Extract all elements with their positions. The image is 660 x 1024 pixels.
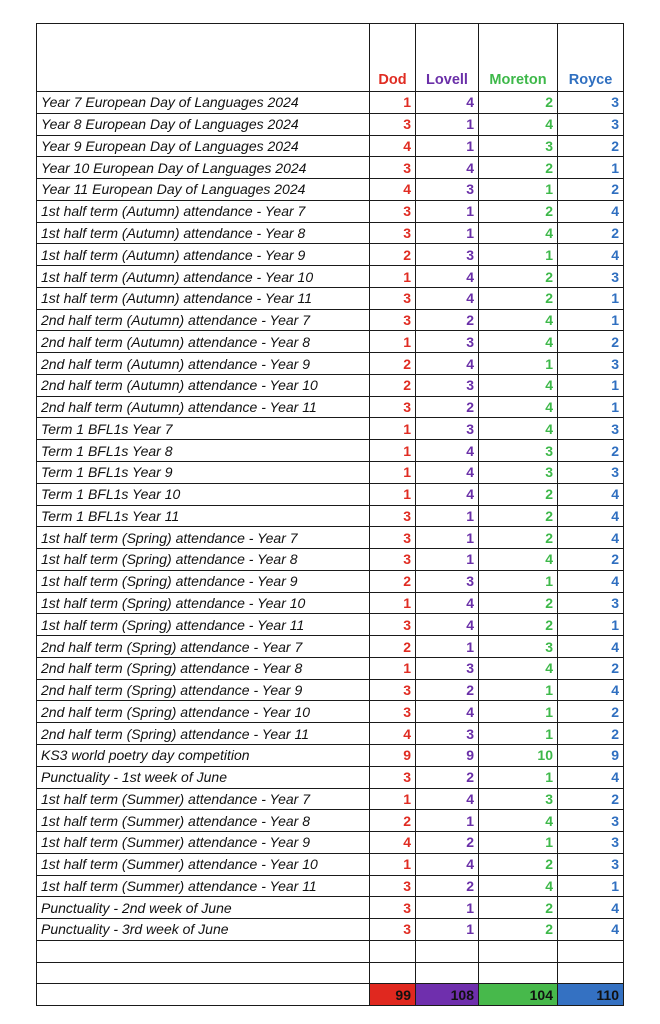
score-moreton: 1 [479, 570, 558, 592]
score-royce: 4 [558, 505, 624, 527]
score-royce: 4 [558, 483, 624, 505]
table-row [37, 592, 624, 614]
empty-cell [416, 940, 479, 962]
empty-cell [416, 962, 479, 984]
score-lovell: 4 [416, 853, 479, 875]
event-label: 2nd half term (Spring) attendance - Year 8 [37, 657, 370, 679]
score-lovell: 4 [416, 614, 479, 636]
score-royce: 4 [558, 244, 624, 266]
score-lovell: 2 [416, 679, 479, 701]
table-row [37, 396, 624, 418]
event-label: 1st half term (Summer) attendance - Year 7 [37, 788, 370, 810]
event-label: 1st half term (Autumn) attendance - Year 9 [37, 244, 370, 266]
empty-cell [370, 962, 416, 984]
score-dod: 2 [370, 636, 416, 658]
score-dod: 1 [370, 788, 416, 810]
score-lovell: 3 [416, 657, 479, 679]
table-row [37, 853, 624, 875]
event-label: 1st half term (Spring) attendance - Year 11 [37, 614, 370, 636]
score-dod: 1 [370, 266, 416, 288]
score-lovell: 2 [416, 766, 479, 788]
score-dod: 1 [370, 592, 416, 614]
score-dod: 4 [370, 179, 416, 201]
score-royce: 2 [558, 549, 624, 571]
score-lovell: 4 [416, 157, 479, 179]
total-royce: 110 [558, 984, 624, 1006]
event-label: 2nd half term (Spring) attendance - Year 11 [37, 723, 370, 745]
score-moreton: 4 [479, 549, 558, 571]
table-row [37, 614, 624, 636]
score-royce: 3 [558, 592, 624, 614]
table-row [37, 462, 624, 484]
event-label: Year 11 European Day of Languages 2024 [37, 179, 370, 201]
score-royce: 1 [558, 309, 624, 331]
score-royce: 2 [558, 657, 624, 679]
score-dod: 3 [370, 200, 416, 222]
table-row [37, 374, 624, 396]
score-lovell: 4 [416, 353, 479, 375]
score-moreton: 2 [479, 92, 558, 114]
table-row [37, 810, 624, 832]
event-label: Year 9 European Day of Languages 2024 [37, 135, 370, 157]
event-label: 2nd half term (Spring) attendance - Year 7 [37, 636, 370, 658]
score-lovell: 2 [416, 875, 479, 897]
house-header-moreton: Moreton [479, 24, 558, 92]
empty-cell [370, 940, 416, 962]
table-row [37, 636, 624, 658]
house-header-dod: Dod [370, 24, 416, 92]
score-lovell: 3 [416, 374, 479, 396]
score-royce: 3 [558, 113, 624, 135]
score-dod: 2 [370, 570, 416, 592]
score-dod: 1 [370, 462, 416, 484]
score-moreton: 4 [479, 418, 558, 440]
event-label: Term 1 BFL1s Year 7 [37, 418, 370, 440]
event-label: 1st half term (Summer) attendance - Year 10 [37, 853, 370, 875]
event-label: 2nd half term (Spring) attendance - Year 10 [37, 701, 370, 723]
table-row [37, 505, 624, 527]
event-label: 1st half term (Spring) attendance - Year 10 [37, 592, 370, 614]
header-blank-cell [37, 24, 370, 92]
score-lovell: 1 [416, 505, 479, 527]
table-row [37, 570, 624, 592]
score-moreton: 3 [479, 788, 558, 810]
score-moreton: 2 [479, 157, 558, 179]
score-royce: 2 [558, 788, 624, 810]
event-label: Term 1 BFL1s Year 11 [37, 505, 370, 527]
score-royce: 2 [558, 440, 624, 462]
table-row [37, 919, 624, 941]
event-label: KS3 world poetry day competition [37, 744, 370, 766]
score-dod: 3 [370, 309, 416, 331]
score-dod: 1 [370, 418, 416, 440]
score-lovell: 9 [416, 744, 479, 766]
score-lovell: 1 [416, 200, 479, 222]
score-royce: 3 [558, 810, 624, 832]
event-label: 2nd half term (Autumn) attendance - Year 11 [37, 396, 370, 418]
table-row [37, 701, 624, 723]
score-lovell: 2 [416, 832, 479, 854]
score-dod: 2 [370, 374, 416, 396]
event-label: 2nd half term (Autumn) attendance - Year 7 [37, 309, 370, 331]
score-moreton: 1 [479, 679, 558, 701]
score-lovell: 4 [416, 287, 479, 309]
score-dod: 4 [370, 832, 416, 854]
totals-label-cell [37, 984, 370, 1006]
score-dod: 2 [370, 810, 416, 832]
score-dod: 3 [370, 396, 416, 418]
total-lovell: 108 [416, 984, 479, 1006]
table-row [37, 353, 624, 375]
score-moreton: 2 [479, 853, 558, 875]
table-row [37, 897, 624, 919]
score-moreton: 1 [479, 179, 558, 201]
score-moreton: 4 [479, 875, 558, 897]
table-body [37, 92, 624, 1006]
event-label: 1st half term (Autumn) attendance - Year 11 [37, 287, 370, 309]
score-moreton: 2 [479, 505, 558, 527]
score-moreton: 4 [479, 374, 558, 396]
score-lovell: 4 [416, 440, 479, 462]
score-moreton: 3 [479, 636, 558, 658]
empty-cell [558, 962, 624, 984]
score-moreton: 2 [479, 919, 558, 941]
score-dod: 3 [370, 614, 416, 636]
event-label: Term 1 BFL1s Year 9 [37, 462, 370, 484]
table-row [37, 331, 624, 353]
score-moreton: 3 [479, 135, 558, 157]
score-royce: 1 [558, 396, 624, 418]
score-lovell: 3 [416, 244, 479, 266]
empty-cell [558, 940, 624, 962]
score-moreton: 4 [479, 331, 558, 353]
house-header-lovell: Lovell [416, 24, 479, 92]
score-lovell: 3 [416, 570, 479, 592]
score-royce: 4 [558, 897, 624, 919]
score-dod: 3 [370, 766, 416, 788]
score-royce: 4 [558, 679, 624, 701]
score-royce: 4 [558, 570, 624, 592]
event-label: Term 1 BFL1s Year 8 [37, 440, 370, 462]
house-points-table [36, 23, 624, 1006]
score-royce: 2 [558, 135, 624, 157]
score-dod: 3 [370, 222, 416, 244]
score-moreton: 2 [479, 287, 558, 309]
table-row [37, 418, 624, 440]
score-lovell: 4 [416, 701, 479, 723]
score-royce: 2 [558, 179, 624, 201]
table-row [37, 266, 624, 288]
table-row [37, 179, 624, 201]
score-dod: 9 [370, 744, 416, 766]
event-label: 1st half term (Spring) attendance - Year 9 [37, 570, 370, 592]
score-lovell: 4 [416, 266, 479, 288]
score-moreton: 1 [479, 244, 558, 266]
score-lovell: 1 [416, 135, 479, 157]
event-label: Year 10 European Day of Languages 2024 [37, 157, 370, 179]
table-row [37, 244, 624, 266]
score-dod: 3 [370, 549, 416, 571]
score-dod: 3 [370, 919, 416, 941]
score-lovell: 3 [416, 723, 479, 745]
score-royce: 2 [558, 222, 624, 244]
score-royce: 2 [558, 331, 624, 353]
table-row [37, 287, 624, 309]
empty-row [37, 962, 624, 984]
score-moreton: 2 [479, 527, 558, 549]
score-royce: 4 [558, 766, 624, 788]
score-dod: 3 [370, 701, 416, 723]
empty-cell [479, 940, 558, 962]
score-moreton: 2 [479, 200, 558, 222]
table-row [37, 222, 624, 244]
event-label: 1st half term (Autumn) attendance - Year 8 [37, 222, 370, 244]
score-dod: 3 [370, 897, 416, 919]
score-lovell: 4 [416, 462, 479, 484]
table-row [37, 157, 624, 179]
score-moreton: 4 [479, 309, 558, 331]
score-moreton: 10 [479, 744, 558, 766]
table-row [37, 92, 624, 114]
score-dod: 3 [370, 113, 416, 135]
score-dod: 4 [370, 723, 416, 745]
score-lovell: 1 [416, 919, 479, 941]
score-dod: 1 [370, 92, 416, 114]
score-royce: 3 [558, 418, 624, 440]
event-label: 1st half term (Autumn) attendance - Year 10 [37, 266, 370, 288]
table-row [37, 113, 624, 135]
score-dod: 1 [370, 853, 416, 875]
score-moreton: 4 [479, 222, 558, 244]
score-dod: 3 [370, 157, 416, 179]
score-royce: 3 [558, 853, 624, 875]
score-moreton: 2 [479, 483, 558, 505]
score-royce: 4 [558, 527, 624, 549]
table-row [37, 200, 624, 222]
score-moreton: 2 [479, 897, 558, 919]
score-dod: 1 [370, 440, 416, 462]
score-dod: 3 [370, 875, 416, 897]
event-label: 2nd half term (Spring) attendance - Year 9 [37, 679, 370, 701]
score-moreton: 4 [479, 113, 558, 135]
score-lovell: 4 [416, 483, 479, 505]
score-moreton: 1 [479, 766, 558, 788]
score-moreton: 3 [479, 462, 558, 484]
empty-cell [479, 962, 558, 984]
event-label: Year 7 European Day of Languages 2024 [37, 92, 370, 114]
empty-cell [37, 962, 370, 984]
table-row [37, 875, 624, 897]
score-lovell: 4 [416, 92, 479, 114]
score-moreton: 1 [479, 701, 558, 723]
score-royce: 9 [558, 744, 624, 766]
score-moreton: 3 [479, 440, 558, 462]
score-dod: 2 [370, 353, 416, 375]
score-moreton: 4 [479, 396, 558, 418]
score-lovell: 1 [416, 636, 479, 658]
score-lovell: 4 [416, 788, 479, 810]
score-moreton: 4 [479, 657, 558, 679]
event-label: 1st half term (Autumn) attendance - Year 7 [37, 200, 370, 222]
table-row [37, 723, 624, 745]
score-dod: 1 [370, 331, 416, 353]
total-dod: 99 [370, 984, 416, 1006]
event-label: Term 1 BFL1s Year 10 [37, 483, 370, 505]
score-moreton: 1 [479, 723, 558, 745]
score-royce: 3 [558, 266, 624, 288]
score-lovell: 1 [416, 549, 479, 571]
score-lovell: 3 [416, 179, 479, 201]
score-lovell: 2 [416, 396, 479, 418]
score-dod: 3 [370, 679, 416, 701]
score-dod: 1 [370, 657, 416, 679]
score-lovell: 1 [416, 222, 479, 244]
score-royce: 1 [558, 614, 624, 636]
score-moreton: 1 [479, 353, 558, 375]
score-royce: 2 [558, 701, 624, 723]
table-row [37, 744, 624, 766]
score-lovell: 1 [416, 527, 479, 549]
table-row [37, 657, 624, 679]
total-moreton: 104 [479, 984, 558, 1006]
event-label: Punctuality - 2nd week of June [37, 897, 370, 919]
score-dod: 4 [370, 135, 416, 157]
score-dod: 1 [370, 483, 416, 505]
event-label: 1st half term (Spring) attendance - Year 7 [37, 527, 370, 549]
score-lovell: 3 [416, 418, 479, 440]
table-row [37, 679, 624, 701]
score-royce: 1 [558, 374, 624, 396]
house-header-royce: Royce [558, 24, 624, 92]
table-row [37, 483, 624, 505]
score-royce: 1 [558, 157, 624, 179]
score-royce: 4 [558, 919, 624, 941]
score-lovell: 1 [416, 113, 479, 135]
event-label: Year 8 European Day of Languages 2024 [37, 113, 370, 135]
score-lovell: 3 [416, 331, 479, 353]
header-row [37, 24, 624, 92]
table-row [37, 527, 624, 549]
event-label: 1st half term (Summer) attendance - Year 9 [37, 832, 370, 854]
table-row [37, 832, 624, 854]
score-dod: 3 [370, 505, 416, 527]
score-lovell: 1 [416, 810, 479, 832]
score-moreton: 2 [479, 614, 558, 636]
empty-cell [37, 940, 370, 962]
score-royce: 3 [558, 832, 624, 854]
table-row [37, 549, 624, 571]
event-label: 2nd half term (Autumn) attendance - Year 9 [37, 353, 370, 375]
score-dod: 3 [370, 527, 416, 549]
event-label: Punctuality - 1st week of June [37, 766, 370, 788]
event-label: 2nd half term (Autumn) attendance - Year 10 [37, 374, 370, 396]
score-moreton: 2 [479, 592, 558, 614]
score-royce: 1 [558, 287, 624, 309]
score-moreton: 4 [479, 810, 558, 832]
score-royce: 2 [558, 723, 624, 745]
empty-row [37, 940, 624, 962]
score-dod: 3 [370, 287, 416, 309]
score-royce: 1 [558, 875, 624, 897]
score-lovell: 4 [416, 592, 479, 614]
table-row [37, 309, 624, 331]
event-label: 1st half term (Summer) attendance - Year 8 [37, 810, 370, 832]
score-royce: 4 [558, 200, 624, 222]
score-royce: 3 [558, 462, 624, 484]
score-royce: 3 [558, 92, 624, 114]
totals-row [37, 984, 624, 1006]
table-row [37, 135, 624, 157]
score-dod: 2 [370, 244, 416, 266]
score-lovell: 2 [416, 309, 479, 331]
event-label: 2nd half term (Autumn) attendance - Year 8 [37, 331, 370, 353]
table-row [37, 766, 624, 788]
score-lovell: 1 [416, 897, 479, 919]
event-label: 1st half term (Summer) attendance - Year 11 [37, 875, 370, 897]
event-label: Punctuality - 3rd week of June [37, 919, 370, 941]
table-row [37, 440, 624, 462]
event-label: 1st half term (Spring) attendance - Year 8 [37, 549, 370, 571]
score-moreton: 1 [479, 832, 558, 854]
table-row [37, 788, 624, 810]
score-royce: 3 [558, 353, 624, 375]
score-moreton: 2 [479, 266, 558, 288]
score-royce: 4 [558, 636, 624, 658]
